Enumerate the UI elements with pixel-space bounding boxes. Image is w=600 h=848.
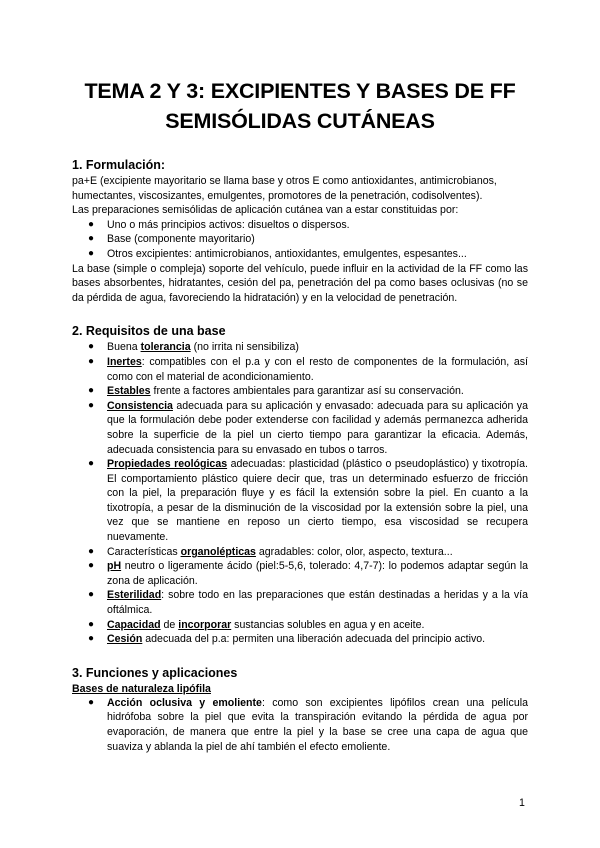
section-3-heading: 3. Funciones y aplicaciones bbox=[72, 665, 238, 680]
section-1-list bbox=[72, 218, 528, 262]
section-2-heading: 2. Requisitos de una base bbox=[72, 324, 226, 339]
requirement-term: Cesión bbox=[107, 633, 143, 646]
bullet-icon: ● bbox=[88, 341, 95, 353]
list-item: ● Otros excipientes: antimicrobianos, antioxidantes, emulgentes, espesantes... bbox=[88, 247, 467, 260]
requirement-term: tolerancia bbox=[140, 341, 191, 354]
requirement-term: Propiedades reológicas bbox=[107, 458, 228, 471]
bullet-icon: ● bbox=[88, 618, 95, 630]
bullet-icon: ● bbox=[88, 399, 95, 411]
section-1-intro-2: Las preparaciones semisólidas de aplicación cutánea van a estar constituidas por: bbox=[72, 204, 459, 217]
section-1-outro: La base (simple o compleja) soporte del vehículo, puede influir en la actividad de la FF como las bases absorbentes, hidratantes, cesión del pa, penetración del pa como bases oclusivas (no se da pérdida de agua, favoreciendo la hidratación) y en la velocidad de penetración. bbox=[72, 262, 528, 304]
list-item: ● Uno o más principios activos: disueltos o dispersos. bbox=[88, 218, 350, 231]
bullet-icon: ● bbox=[88, 560, 95, 572]
section-1-intro-1: pa+E (excipiente mayoritario se llama base y otros E como antioxidantes, antimicrobianos, humectantes, viscosizantes, emulgentes, promotores de la penetración, codisolventes). bbox=[72, 175, 497, 202]
list-item: ● Esterilidad: sobre todo en las preparaciones que están destinadas a heridas y a la vía oftálmica. bbox=[88, 589, 528, 617]
requirement-term: pH bbox=[107, 560, 122, 573]
section-1-heading: 1. Formulación: bbox=[72, 158, 166, 172]
section-3-list bbox=[72, 696, 528, 754]
requirement-term: Esterilidad bbox=[107, 589, 162, 602]
bullet-icon: ● bbox=[88, 233, 95, 245]
function-term: Acción oclusiva y emoliente bbox=[107, 696, 262, 709]
requirement-term: organolépticas bbox=[180, 545, 256, 558]
bullet-icon: ● bbox=[88, 247, 95, 259]
document-title bbox=[72, 76, 528, 136]
section-2-list bbox=[72, 340, 528, 646]
requirement-term: Estables bbox=[107, 385, 151, 398]
requirement-term: Inertes bbox=[107, 355, 142, 368]
bullet-icon: ● bbox=[88, 589, 95, 601]
bullet-icon: ● bbox=[88, 218, 95, 230]
list-item: ● Buena tolerancia (no irrita ni sensibiliza) bbox=[88, 341, 299, 354]
list-item: ● Características organolépticas agradables: color, olor, aspecto, textura... bbox=[88, 545, 453, 558]
requirement-term: Consistencia bbox=[107, 399, 173, 412]
list-item: ● Propiedades reológicas adecuadas: plasticidad (plástico o pseudoplástico) y tixotropía. El comportamiento plástico quiere decir que, tras un determinado esfuerzo de fricción con la piel, la preparación fluye y es fácil la extensión sobre la piel. En cuanto a la tixotropía, a pesar de la disminución de la viscosidad por la extensión sobre la piel, una vez que se mantiene en reposo un cierto tiempo, esa viscosidad se recupera nuevamente. bbox=[88, 458, 528, 544]
requirement-term: incorporar bbox=[178, 618, 232, 631]
list-item: ● Capacidad de incorporar sustancias solubles en agua y en aceite. bbox=[88, 618, 425, 631]
bullet-icon: ● bbox=[88, 545, 95, 557]
title-line-2: SEMISÓLIDAS CUTÁNEAS bbox=[165, 109, 435, 133]
list-item: ● Cesión adecuada del p.a: permiten una liberación adecuada del principio activo. bbox=[88, 633, 486, 646]
bullet-icon: ● bbox=[88, 355, 95, 367]
bullet-icon: ● bbox=[88, 696, 95, 708]
bullet-icon: ● bbox=[88, 633, 95, 645]
document-page bbox=[72, 76, 528, 754]
list-item: ● Consistencia adecuada para su aplicación y envasado: adecuada para su aplicación ya que la formulación debe poder extenderse con facilidad y además permanezca adherida sobre la superficie de la piel un cierto tiempo para garantizar la eficacia. Además, adecuada consistencia para su envasado en tubos o tarros. bbox=[88, 399, 528, 456]
bullet-icon: ● bbox=[88, 385, 95, 397]
requirement-term: Capacidad bbox=[107, 618, 161, 631]
title-line-1: TEMA 2 Y 3: EXCIPIENTES Y BASES DE FF bbox=[84, 79, 516, 103]
bullet-icon: ● bbox=[88, 458, 95, 470]
list-item: ● Estables frente a factores ambientales para garantizar así su conservación. bbox=[88, 385, 464, 398]
section-3-subheading: Bases de naturaleza lipófila bbox=[72, 682, 211, 695]
list-item: ● Base (componente mayoritario) bbox=[88, 233, 255, 246]
page-number: 1 bbox=[519, 797, 525, 809]
list-item: ● pH neutro o ligeramente ácido (piel:5-5,6, tolerado: 4,7-7): lo podemos adaptar según la zona de aplicación. bbox=[88, 560, 528, 587]
list-item: ● Acción oclusiva y emoliente: como son excipientes lipófilos crean una película hidrófoba sobre la piel que evita la transpiración evitando la pérdida de agua por evaporación, de manera que entre la piel y la base se cree una capa de agua que suaviza y ablanda la piel de ahí también el efecto emoliente. bbox=[88, 696, 528, 753]
list-item: ● Inertes: compatibles con el p.a y con el resto de componentes de la formulación, así como con el material de acondicionamiento. bbox=[88, 355, 528, 383]
